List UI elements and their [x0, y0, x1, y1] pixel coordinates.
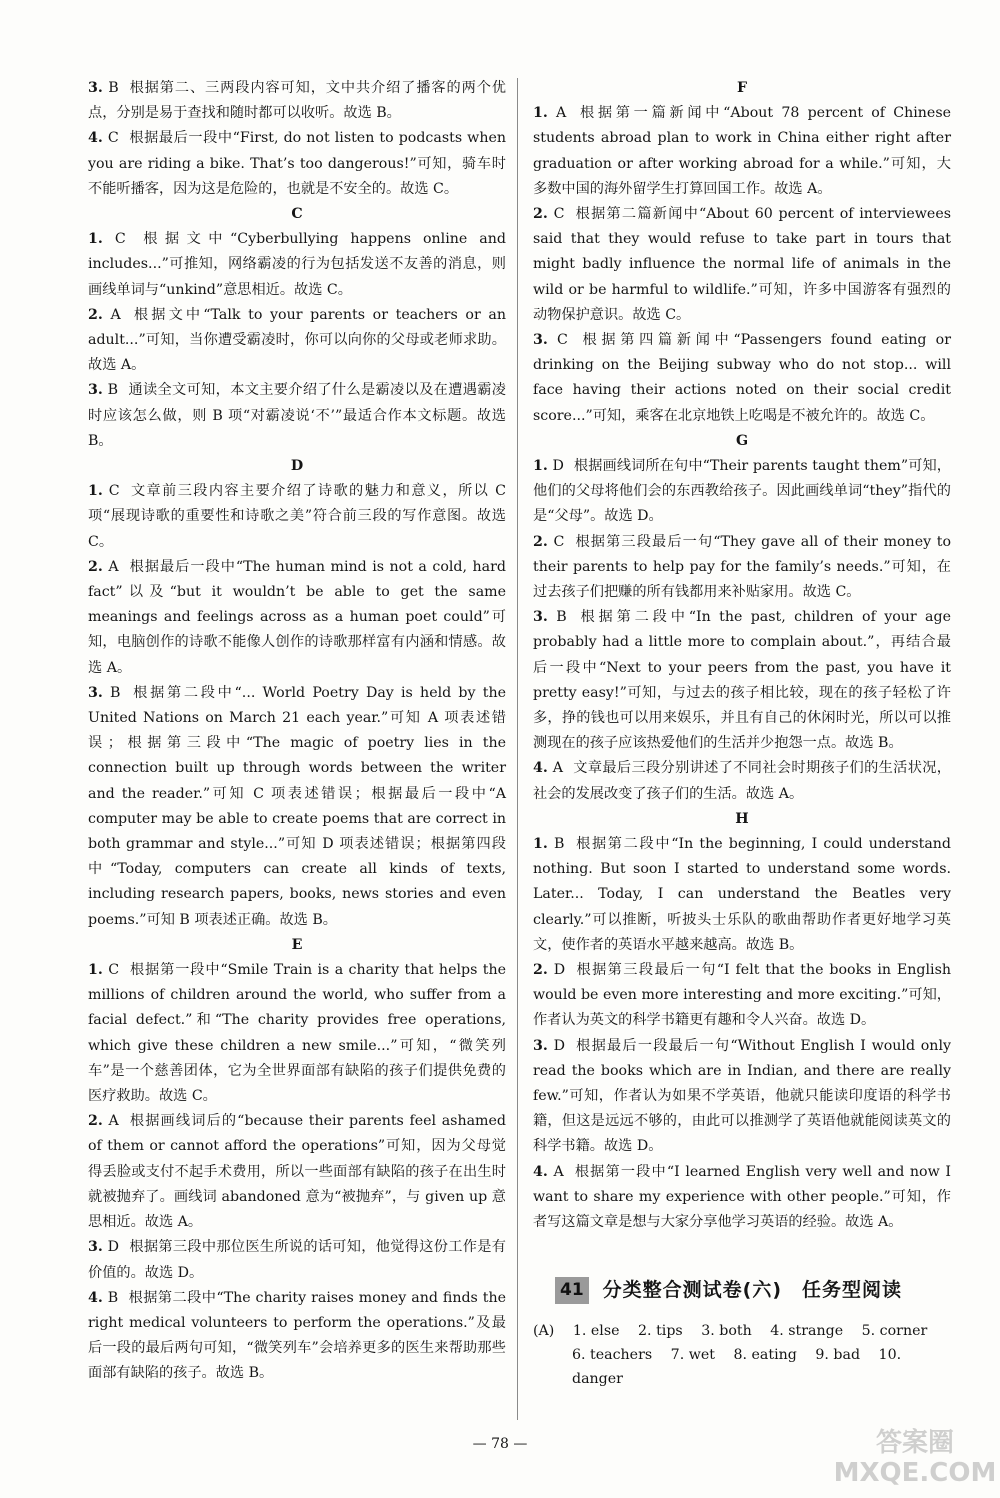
answer-item — [533, 756, 951, 806]
answer-letter: C — [108, 483, 120, 500]
explanation-text: 根据画线词所在句中“Their parents taught them”可知，他们的父母将他们会的东西教给孩子。因此画线单词“they”指代的是“父母”。故选 D。 — [533, 458, 951, 525]
answer-letter: B — [107, 382, 119, 399]
answer-item — [88, 378, 506, 454]
answer-letter: C — [553, 533, 565, 550]
answer-key: 9. bad — [815, 1347, 861, 1364]
explanation-text: 通读全文可知，本文主要介绍了什么是霸凌以及在遭遇霸凌时应该怎么做，则 B 项“对霸凌说‘不’”最适合作本文标题。故选 B。 — [88, 382, 506, 449]
question-number: 3. — [533, 609, 548, 626]
answer-letter: C — [557, 332, 568, 349]
answer-letter: A — [108, 558, 119, 575]
explanation-text: 根据第二篇新闻中“About 60 percent of interviewees said that they would refuse to take part in tours that might badly influence the normal life of animals in the wild or be harmful to wildlife.”可知，许多中国游客有强烈的动物保护意识。故选 C。 — [533, 206, 951, 323]
explanation-text: 根据文中“Cyberbullying happens online and includes...”可推知，网络霸凌的行为包括发送不友善的消息，则画线单词与“unkind”意思相近。故选 C。 — [88, 231, 506, 298]
answer-item — [533, 328, 951, 429]
answer-letter: B — [556, 609, 567, 626]
answer-item — [88, 76, 506, 126]
section-heading: D — [290, 458, 304, 475]
answer-letter: B — [554, 836, 565, 853]
question-number: 2. — [533, 533, 548, 550]
answer-item — [533, 530, 951, 606]
answer-item — [88, 681, 506, 933]
answer-item — [533, 101, 951, 202]
answer-letter: B — [110, 684, 121, 701]
explanation-text: 根据第三段最后一句“They gave all of their money to their parents to help pay for the family’s needs.”可知，在过去孩子们把赚的所有钱都用来补贴家用。故选 C。 — [533, 533, 951, 601]
column-divider — [517, 78, 518, 1420]
test-title: 分类整合测试卷(六) 任务型阅读 — [602, 1278, 903, 1301]
answer-key: 7. wet — [670, 1347, 715, 1364]
answer-letter: A — [108, 1113, 119, 1130]
question-number: 3. — [88, 382, 103, 399]
answer-key: 1. else — [572, 1323, 620, 1340]
answer-key-row — [533, 1319, 951, 1343]
answer-item — [533, 1034, 951, 1160]
right-column-items — [533, 76, 951, 1235]
answer-item — [533, 605, 951, 756]
question-number: 3. — [88, 80, 103, 96]
explanation-text: 根据第二段中“In the beginning, I could understand nothing. But soon I started to understand some words. Later... Today, I can understand the Beatles very clearly.”可以推断，听披头士乐队的歌曲帮助作者更好地学习英文，使作者的英语水平越来越高。故选 B。 — [533, 836, 951, 953]
section-heading: C — [291, 206, 303, 223]
answer-item — [533, 454, 951, 530]
answer-letter: D — [553, 1037, 565, 1054]
answer-item — [88, 555, 506, 681]
explanation-text: 文章最后三段分别讲述了不同社会时期孩子们的生活状况，社会的发展改变了孩子们的生活。故选 A。 — [533, 760, 951, 802]
section-banner — [533, 1275, 951, 1305]
page-number: — 78 — — [472, 1436, 528, 1452]
question-number: 1. — [533, 458, 548, 475]
watermark-line: 答案圈 — [875, 1428, 954, 1458]
question-number: 3. — [88, 1239, 103, 1256]
question-number: 4. — [88, 130, 103, 147]
explanation-text: 根据最后一段中“First, do not listen to podcasts when you are riding a bike. That’s too dangerous!”可知，骑车时不能听播客，因为这是危险的，也就是不安全的。故选 C。 — [88, 130, 506, 197]
question-number: 1. — [533, 105, 548, 122]
explanation-text: 根据第二、三两段内容可知，文中共介绍了播客的两个优点，分别是易于查找和随时都可以收听。故选 B。 — [88, 80, 506, 122]
answer-key: 5. corner — [861, 1323, 928, 1340]
explanation-text: 根据第三段最后一句“I felt that the books in English would be even more interesting and more exciting.”可知，作者认为英文的科学书籍更有趣和令人兴奋。故选 D。 — [533, 962, 952, 1029]
answer-key-row — [533, 1343, 951, 1391]
answer-item — [533, 958, 951, 1034]
answer-letter: B — [107, 1289, 119, 1306]
explanation-text: 根据最后一段中“The human mind is not a cold, hard fact”以及“but it wouldn’t be able to get the same meanings and feelings across as a human poet could”可知，电脑创作的诗歌不能像人创作的诗歌那样富有内涵和情感。故选 A。 — [88, 558, 506, 676]
question-number: 2. — [533, 206, 548, 222]
explanation-text: 文章前三段内容主要介绍了诗歌的魅力和意义，所以 C 项“展现诗歌的重要性和诗歌之美”符合前三段的写作意图。故选 C。 — [88, 483, 506, 550]
question-number: 2. — [533, 962, 548, 979]
watermark-line: MXQE.COM — [833, 1458, 997, 1488]
answer-item — [88, 227, 506, 303]
section-heading: E — [291, 936, 303, 953]
answer-item — [88, 126, 506, 202]
answer-letter: C — [553, 206, 565, 222]
answer-letter: A — [556, 105, 567, 122]
question-number: 3. — [533, 1037, 548, 1054]
answer-letter: A — [552, 760, 563, 777]
watermark-logo — [830, 1428, 1000, 1498]
explanation-text: 根据最后一段最后一句“Without English I would only read the books which are in Indian, and there are really few.”可知，作者认为如果不学英语，他就只能读印度语的科学书籍，但这是远远不够的，由此可以推测学了英语他就能阅读英文的科学书籍。故选 D。 — [533, 1037, 951, 1155]
answer-key: 2. tips — [638, 1323, 683, 1340]
answer-key: 8. eating — [733, 1347, 797, 1364]
answer-item — [533, 832, 951, 958]
answer-letter: B — [108, 80, 119, 96]
answer-item — [88, 958, 506, 1109]
answer-key: 3. both — [701, 1323, 752, 1340]
answer-letter: D — [553, 962, 566, 979]
explanation-text: 根据第一篇新闻中“About 78 percent of Chinese students abroad plan to work in China either right after graduation or after working abroad for a while.”可知，大多数中国的海外留学生打算回国工作。故选 A。 — [533, 105, 951, 197]
section-heading: G — [735, 432, 749, 449]
question-number: 4. — [533, 1163, 548, 1180]
explanation-text: 根据画线词后的“because their parents feel ashamed of them or cannot afford the operations”可知，因为父母觉得丢脸或支付不起手术费用，所以一些面部有缺陷的孩子在出生时就被抛弃了。画线词 abandoned 意为“被抛弃”，与 given up 意思相近。故选 A。 — [88, 1113, 506, 1231]
answer-item — [533, 1160, 951, 1236]
question-number: 2. — [88, 306, 103, 323]
answer-letter: A — [553, 1163, 564, 1180]
answer-item — [88, 1109, 506, 1235]
question-number: 4. — [533, 760, 548, 777]
answer-item — [88, 1286, 506, 1387]
explanation-text: 根据第二段中“The charity raises money and finds the right medical volunteers to perform the operations.”及最后一段的最后两句可知，“微笑列车”会培养更多的医生来帮助那些面部有缺陷的孩子。故选 B。 — [88, 1289, 506, 1382]
explanation-text: 根据第一段中“I learned English very well and now I want to share my experience with other people.”可知，作者写这篇文章是想与大家分享他学习英语的经验。故选 A。 — [533, 1163, 951, 1231]
answer-key: 4. strange — [770, 1323, 844, 1340]
answer-item — [88, 303, 506, 379]
question-number: 2. — [88, 1113, 103, 1130]
question-number: 1. — [88, 231, 103, 248]
question-number: 1. — [88, 962, 103, 979]
question-number: 4. — [88, 1289, 103, 1306]
answer-key: 6. teachers — [572, 1347, 653, 1364]
explanation-text: 根据第二段中“In the past, children of your age probably had a little more to complain about.”，再结合最后一段中“Next to your peers from the past, you have it pretty easy!”可知，与过去的孩子相比较，现在的孩子轻松了许多，挣的钱也可以用来娱乐，并且有自己的休闲时光，所以可以推测现在的孩子应该热爱他们的生活并少抱怨一点。故选 B。 — [533, 609, 951, 752]
answer-letter: C — [107, 130, 119, 147]
answer-letter: D — [552, 458, 564, 475]
answer-letter: D — [107, 1239, 120, 1256]
answer-letter: C — [108, 962, 120, 979]
explanation-text: 根据第一段中“Smile Train is a charity that helps the millions of children around the world, who suffer from a facial defect.”和“The charity provides free operations, which give these children a new smile...”可知，“微笑列车”是一个慈善团体，它为全世界面部有缺陷的孩子们提供免费的医疗救助。故选 C。 — [88, 962, 506, 1105]
section-heading: H — [735, 810, 749, 827]
explanation-text: 根据文中“Talk to your parents or teachers or an adult...”可知，当你遭受霸凌时，你可以向你的父母或老师求助。故选 A。 — [88, 306, 506, 374]
question-number: 1. — [533, 836, 548, 853]
answer-item — [88, 1235, 506, 1285]
answer-item — [533, 202, 951, 328]
question-number: 2. — [88, 558, 103, 575]
answer-key: 10. danger — [572, 1347, 902, 1388]
answer-key-label: (A) — [533, 1323, 555, 1340]
question-number: 3. — [533, 332, 548, 349]
test-number-badge: 41 — [555, 1277, 589, 1304]
explanation-text: 根据第三段中那位医生所说的话可知，他觉得这份工作是有价值的。故选 D。 — [88, 1239, 506, 1281]
section-heading: F — [736, 80, 748, 96]
answer-keys — [533, 1319, 951, 1391]
question-number: 1. — [88, 483, 103, 500]
question-number: 3. — [88, 684, 103, 701]
explanation-text: 根据第二段中“... World Poetry Day is held by the United Nations on March 21 each year.”可知 A 项表述错误；根据第三段中“The magic of poetry lies in the connection built up through words between the writer and the reader.”可知 C 项表述错误；根据最后一段中“A computer may be able to create poems that are correct in both grammar and style...”可知 D 项表述错误；根据第四段中“Today, computers can create all kinds of texts, including research papers, books, news stories and even poems.”可知 B 项表述正确。故选 B。 — [88, 684, 506, 928]
answer-letter: C — [114, 231, 126, 248]
left-column — [88, 76, 506, 1387]
explanation-text: 根据第四篇新闻中“Passengers found eating or drinking on the Beijing subway who do not stop... will face having their actions noted on their social credit score...”可知，乘客在北京地铁上吃喝是不被允许的。故选 C。 — [533, 332, 951, 424]
answer-letter: A — [110, 306, 121, 323]
answer-item — [88, 479, 506, 555]
right-column — [533, 76, 951, 1391]
